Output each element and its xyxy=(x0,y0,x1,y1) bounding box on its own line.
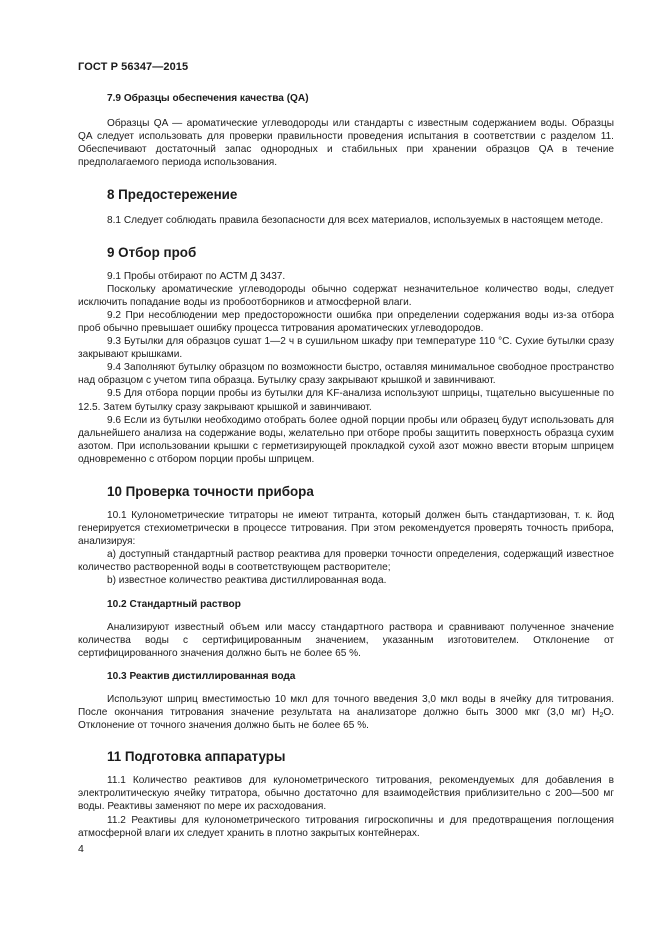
section-9-title: 9 Отбор проб xyxy=(107,244,197,260)
standard-header: ГОСТ Р 56347—2015 xyxy=(78,61,189,73)
section-11-2-paragraph: 11.2 Реактивы для кулонометрического титрования гигроскопичны и для предотвращения поглощения атмосферной влаги их следует хранить в плотно закрытых контейнерах. xyxy=(78,814,614,839)
document-body xyxy=(78,92,614,840)
section-11-1-paragraph: 11.1 Количество реактивов для кулонометрического титрования, рекомендуемых для добавления в электролитическую ячейку титратора, обычно достаточно для взаимодействия приблизительно с 200—500 мг воды. Реактивы заменяют по мере их расходования. xyxy=(78,775,614,813)
section-10-2-paragraph: Анализируют известный объем или массу стандартного раствора и сравнивают полученное значение количества воды с сертифицированным значением, указанным изготовителем. Отклонение от сертифицированного значения должно быть не более 65 %. xyxy=(78,621,614,659)
section-10-1-paragraph: 10.1 Кулонометрические титраторы не имеют титранта, который должен быть стандартизован, т. к. йод генерируется стехиометрически в процессе титрования. При этом рекомендуется проверять точность прибора, анализируя: xyxy=(78,509,614,548)
section-10-3-text-a: Используют шприц вместимостью 10 мкл для точного введения 3,0 мкл воды в ячейку для титрования. После окончания титрования значение результата на анализаторе должно быть 3000 мкг (3,0 мг) H xyxy=(78,694,614,719)
section-10-title: 10 Проверка точности прибора xyxy=(107,483,314,499)
section-10-3-text-b: O. Отклонение от точного значения должно быть не более 65 %. xyxy=(78,707,614,732)
section-10-3-paragraph xyxy=(78,693,614,732)
section-9-1-note: Поскольку ароматические углеводороды обычно содержат незначительное количество воды, следует исключить попадание воды из пробоотборников и атмосферной влаги. xyxy=(78,283,614,308)
section-10-2-title: 10.2 Стандартный раствор xyxy=(107,598,241,610)
section-10-3-title: 10.3 Реактив дистиллированная вода xyxy=(107,670,296,682)
section-7-9-title: 7.9 Образцы обеспечения качества (QA) xyxy=(107,93,309,104)
section-9-3-paragraph: 9.3 Бутылки для образцов сушат 1—2 ч в сушильном шкафу при температуре 110 °С. Сухие бутылки сразу закрывают крышками. xyxy=(78,336,614,361)
section-7-9-paragraph: Образцы QA — ароматические углеводороды или стандарты с известным содержанием воды. Образцы QA следует использовать для проверки правильности проведения испытания в соответствии с разделом 11. Обеспечивают достаточный запас однородных и стабильных при хранении образцов QA в течение предполагаемого периода использования. xyxy=(78,118,614,169)
subscript-2: 2 xyxy=(599,712,604,720)
section-10-1-item-b: b) известное количество реактива дистиллированная вода. xyxy=(107,575,387,587)
page-number: 4 xyxy=(78,843,84,855)
section-9-2-paragraph: 9.2 При несоблюдении мер предосторожности ошибка при определении содержания воды из-за отбора проб обычно превышает ошибку процесса титрования ароматических углеводородов. xyxy=(78,309,614,334)
section-10-1-item-a: а) доступный стандартный раствор реактива для проверки точности определения, содержащий известное количество растворенной воды в соответствующем растворителе; xyxy=(78,549,614,574)
section-9-1-paragraph: 9.1 Пробы отбирают по АСТМ Д 3437. xyxy=(107,270,286,282)
section-8-title: 8 Предостережение xyxy=(107,187,238,203)
section-11-title: 11 Подготовка аппаратуры xyxy=(107,749,286,765)
section-9-4-paragraph: 9.4 Заполняют бутылку образцом по возможности быстро, оставляя минимальное свободное пространство над образцом с учетом типа образца. Бутылку сразу закрывают крышкой и завинчивают. xyxy=(78,362,614,387)
section-8-1-paragraph: 8.1 Следует соблюдать правила безопасности для всех материалов, используемых в настоящем методе. xyxy=(107,215,604,227)
section-9-6-paragraph: 9.6 Если из бутылки необходимо отобрать более одной порции пробы или образец будут использовать для дальнейшего анализа на содержание воды, желательно при отборе пробы защитить поверхность образца сухим азотом. При использовании крышки с герметизирующей прокладкой сухой азот можно ввести вторым шприцем одновременно с отбором порции пробы шприцем. xyxy=(78,414,614,465)
section-9-5-paragraph: 9.5 Для отбора порции пробы из бутылки для KF-анализа используют шприцы, тщательно высушенные по 12.5. Затем бутылку сразу закрывают крышкой и завинчивают. xyxy=(78,388,614,413)
